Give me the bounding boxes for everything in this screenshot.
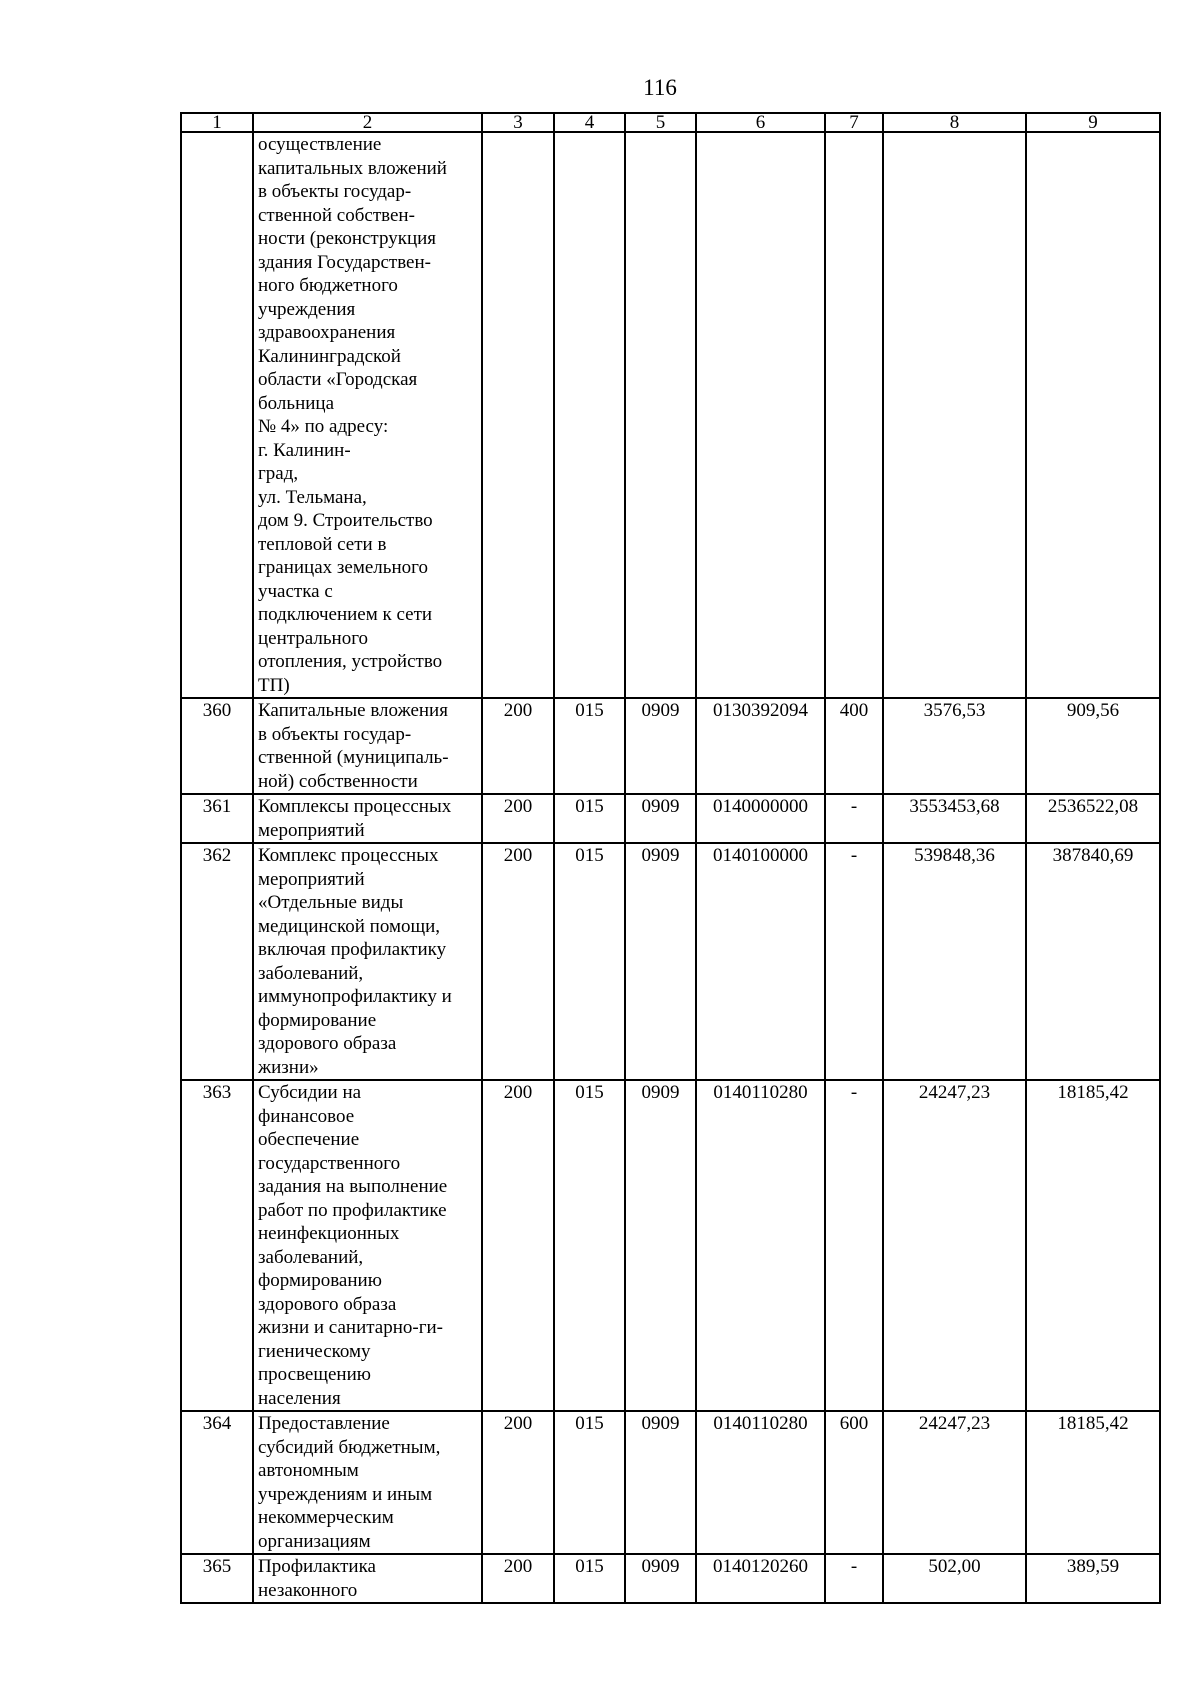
name-line: некоммерческим — [258, 1507, 394, 1528]
name-line: формированию — [258, 1270, 382, 1291]
cell-target-article: 0130392094 — [696, 698, 825, 794]
name-line: обеспечение — [258, 1129, 360, 1150]
name-line: государственного — [258, 1152, 401, 1174]
cell-amount-actual: 909,56 — [1026, 698, 1160, 794]
name-line: в объекты государ- — [258, 181, 412, 202]
cell-amount-actual: 387840,69 — [1026, 843, 1160, 1080]
name-line: г. Калинин- — [258, 439, 351, 461]
name-line: центрального — [258, 627, 369, 649]
cell-section — [482, 132, 554, 698]
name-line: больница — [258, 392, 334, 414]
table-body — [181, 132, 1160, 1603]
name-line: ул. Тельмана, — [258, 486, 367, 508]
cell-subsection: 0909 — [625, 843, 696, 1080]
budget-table — [180, 112, 1161, 1604]
name-line: здорового образа — [258, 1033, 397, 1054]
cell-name — [253, 1080, 482, 1411]
cell-name — [253, 1554, 482, 1603]
cell-amount-plan: 502,00 — [883, 1554, 1026, 1603]
name-line: неинфекционных — [258, 1223, 400, 1244]
cell-subsection: 0909 — [625, 1080, 696, 1411]
cell-amount-plan: 3576,53 — [883, 698, 1026, 794]
cell-expense-type: - — [825, 843, 883, 1080]
name-line: ственной собствен- — [258, 204, 415, 226]
cell-section: 200 — [482, 698, 554, 794]
name-line: субсидий бюджетным, — [258, 1436, 441, 1458]
table-header — [181, 113, 1160, 132]
table-row — [181, 794, 1160, 843]
cell-section: 200 — [482, 1411, 554, 1554]
cell-row-number — [181, 132, 253, 698]
cell-target-article: 0140100000 — [696, 843, 825, 1080]
name-line: мероприятий — [258, 819, 365, 841]
cell-row-number: 362 — [181, 843, 253, 1080]
name-line: автономным — [258, 1460, 359, 1481]
name-line: включая профилактику — [258, 939, 447, 960]
name-line: Калининградской — [258, 345, 401, 367]
cell-row-number: 360 — [181, 698, 253, 794]
cell-subsection: 0909 — [625, 698, 696, 794]
name-line: Предоставление — [258, 1413, 390, 1434]
name-line: ственной (муниципаль- — [258, 747, 449, 768]
cell-subsection: 0909 — [625, 1554, 696, 1603]
name-line: Комплексы процессных — [258, 796, 452, 817]
name-line: незаконного — [258, 1579, 358, 1601]
cell-ministry: 015 — [554, 794, 625, 843]
cell-subsection: 0909 — [625, 794, 696, 843]
name-line: области «Городская — [258, 369, 418, 390]
name-line: ности (реконструкция — [258, 228, 437, 249]
name-line: здравоохранения — [258, 322, 396, 343]
name-line: № 4» по адресу: — [258, 416, 389, 437]
cell-target-article — [696, 132, 825, 698]
cell-amount-plan — [883, 132, 1026, 698]
cell-name — [253, 794, 482, 843]
name-line: тепловой сети в — [258, 533, 387, 555]
cell-amount-actual: 2536522,08 — [1026, 794, 1160, 843]
cell-expense-type: 400 — [825, 698, 883, 794]
cell-amount-plan: 24247,23 — [883, 1411, 1026, 1554]
name-line: осуществление — [258, 134, 382, 155]
column-header-7: 7 — [825, 113, 883, 132]
cell-expense-type — [825, 132, 883, 698]
column-header-3: 3 — [482, 113, 554, 132]
name-line: организациям — [258, 1530, 371, 1552]
cell-amount-actual: 389,59 — [1026, 1554, 1160, 1603]
cell-ministry: 015 — [554, 1554, 625, 1603]
name-line: Субсидии на — [258, 1082, 362, 1103]
name-line: участка с — [258, 580, 333, 602]
cell-amount-plan: 24247,23 — [883, 1080, 1026, 1411]
name-line: Капитальные вложения — [258, 700, 448, 721]
cell-expense-type: 600 — [825, 1411, 883, 1554]
cell-amount-actual — [1026, 132, 1160, 698]
name-line: отопления, устройство — [258, 651, 443, 672]
cell-amount-plan: 539848,36 — [883, 843, 1026, 1080]
name-line: гиеническому — [258, 1340, 371, 1362]
cell-amount-actual: 18185,42 — [1026, 1080, 1160, 1411]
name-line: работ по профилактике — [258, 1199, 447, 1221]
column-header-4: 4 — [554, 113, 625, 132]
table-row — [181, 1080, 1160, 1411]
cell-ministry — [554, 132, 625, 698]
cell-expense-type: - — [825, 1080, 883, 1411]
name-line: Профилактика — [258, 1556, 376, 1577]
cell-ministry: 015 — [554, 698, 625, 794]
name-line: учреждения — [258, 298, 356, 320]
name-line: Комплекс процессных — [258, 845, 439, 866]
page-number: 116 — [643, 75, 677, 100]
name-line: просвещению — [258, 1364, 371, 1385]
name-line: ной) собственности — [258, 770, 418, 792]
column-header-6: 6 — [696, 113, 825, 132]
name-line: финансовое — [258, 1105, 355, 1127]
cell-row-number: 363 — [181, 1080, 253, 1411]
name-line: заболеваний, — [258, 962, 364, 984]
name-line: ного бюджетного — [258, 275, 398, 296]
name-line: град, — [258, 463, 299, 484]
cell-row-number: 364 — [181, 1411, 253, 1554]
name-line: мероприятий — [258, 868, 365, 890]
table-row — [181, 698, 1160, 794]
cell-amount-plan: 3553453,68 — [883, 794, 1026, 843]
name-line: жизни и санитарно-ги- — [258, 1317, 443, 1338]
column-header-1: 1 — [181, 113, 253, 132]
cell-subsection: 0909 — [625, 1411, 696, 1554]
name-line: формирование — [258, 1009, 377, 1031]
name-line: населения — [258, 1387, 341, 1409]
name-line: иммунопрофилактику и — [258, 986, 452, 1007]
name-line: дом 9. Строительство — [258, 510, 433, 531]
name-line: в объекты государ- — [258, 723, 412, 745]
cell-ministry: 015 — [554, 843, 625, 1080]
name-line: подключением к сети — [258, 604, 433, 625]
cell-section: 200 — [482, 794, 554, 843]
name-line: здания Государствен- — [258, 251, 431, 273]
column-header-2: 2 — [253, 113, 482, 132]
cell-name — [253, 132, 482, 698]
name-line: здорового образа — [258, 1293, 397, 1315]
cell-name — [253, 698, 482, 794]
cell-ministry: 015 — [554, 1080, 625, 1411]
cell-expense-type: - — [825, 794, 883, 843]
table-row — [181, 843, 1160, 1080]
cell-target-article: 0140110280 — [696, 1411, 825, 1554]
cell-expense-type: - — [825, 1554, 883, 1603]
cell-name — [253, 843, 482, 1080]
cell-row-number: 361 — [181, 794, 253, 843]
name-line: заболеваний, — [258, 1246, 364, 1268]
cell-target-article: 0140120260 — [696, 1554, 825, 1603]
cell-row-number: 365 — [181, 1554, 253, 1603]
name-line: ТП) — [258, 674, 290, 696]
name-line: «Отдельные виды — [258, 892, 404, 913]
cell-target-article: 0140110280 — [696, 1080, 825, 1411]
name-line: задания на выполнение — [258, 1176, 448, 1197]
table-row — [181, 1411, 1160, 1554]
cell-section: 200 — [482, 1554, 554, 1603]
name-line: капитальных вложений — [258, 157, 447, 179]
table-row — [181, 132, 1160, 698]
cell-amount-actual: 18185,42 — [1026, 1411, 1160, 1554]
header-row — [181, 113, 1160, 132]
cell-name — [253, 1411, 482, 1554]
cell-ministry: 015 — [554, 1411, 625, 1554]
cell-subsection — [625, 132, 696, 698]
column-header-9: 9 — [1026, 113, 1160, 132]
name-line: жизни» — [258, 1056, 319, 1078]
cell-section: 200 — [482, 843, 554, 1080]
column-header-5: 5 — [625, 113, 696, 132]
cell-section: 200 — [482, 1080, 554, 1411]
column-header-8: 8 — [883, 113, 1026, 132]
name-line: границах земельного — [258, 557, 428, 578]
table-row — [181, 1554, 1160, 1603]
name-line: учреждениям и иным — [258, 1483, 433, 1505]
cell-target-article: 0140000000 — [696, 794, 825, 843]
name-line: медицинской помощи, — [258, 915, 441, 937]
